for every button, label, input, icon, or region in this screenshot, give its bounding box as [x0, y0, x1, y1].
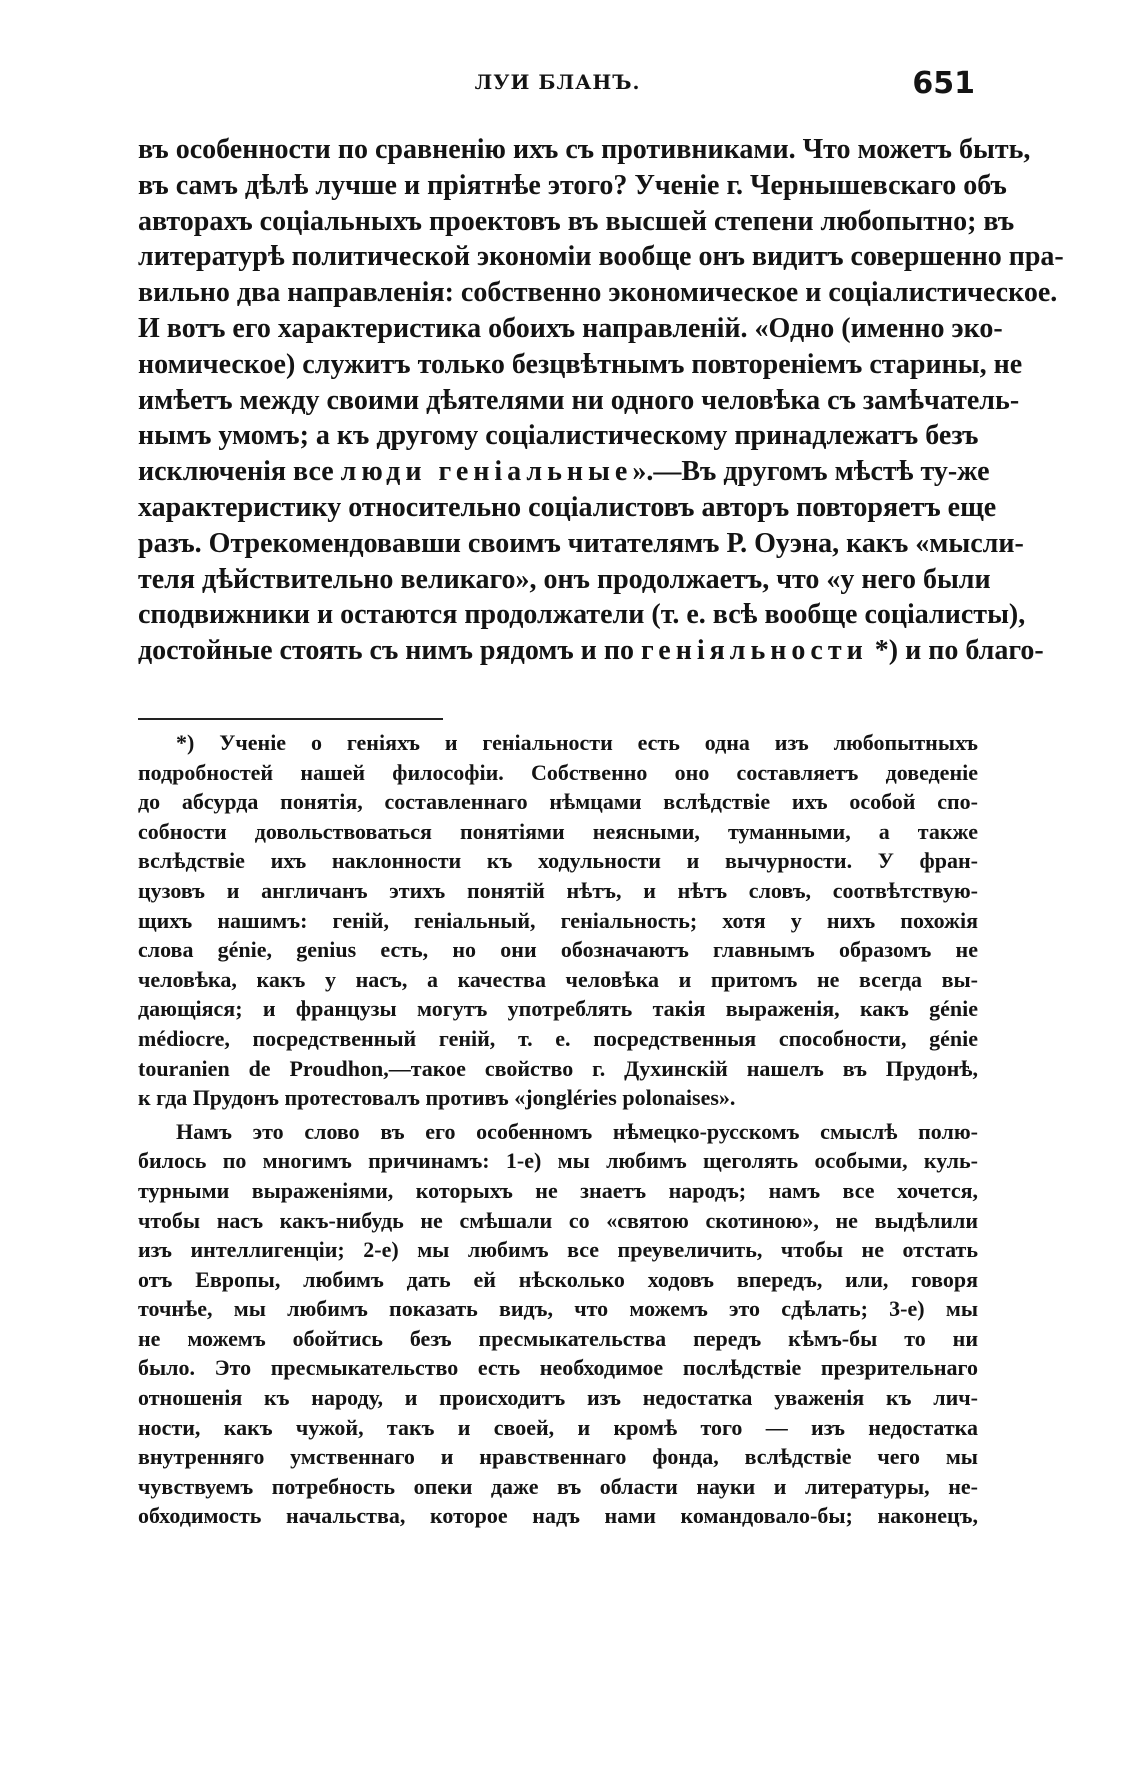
- text-line: И вотъ его характеристика обоихъ направленій. «Одно (именно эко-: [138, 312, 1003, 344]
- footnote-block: [138, 728, 978, 1531]
- footnote-line: до абсурда понятія, составленнаго нѣмцами вслѣдствіе ихъ особой спо-: [138, 789, 978, 815]
- text-line: въ особенности по сравненію ихъ съ противниками. Что можетъ быть,: [138, 134, 1031, 165]
- footnote-line: ности, какъ чужой, такъ и своей, и кромѣ того — изъ недостатка: [138, 1414, 978, 1440]
- main-text: [138, 132, 1064, 669]
- footnote-line: отношенія къ народу, и происходитъ изъ недостатка уваженія къ лич-: [138, 1385, 978, 1411]
- text-fragment: *) и по благо-: [874, 635, 1044, 667]
- text-line: разъ. Отрекомендовавши своимъ читателямъ Р. Оуэна, какъ «мысли-: [138, 527, 1024, 559]
- footnote-line: к гда Прудонъ протестовалъ противъ «jongléries polonaises».: [138, 1085, 736, 1111]
- text-fragment: ».—Въ другомъ мѣстѣ ту-же: [632, 456, 990, 488]
- emphasis-spaced: люди геніальные: [340, 456, 633, 488]
- footnote-line: отъ Европы, любимъ дать ей нѣсколько ходовъ впередъ, или, говоря: [138, 1266, 978, 1292]
- footnote-line: обходимость начальства, которое надъ нами командовало-бы; наконецъ,: [138, 1503, 978, 1529]
- footnote-line: touranien de Proudhon,—такое свойство г. Духинскій нашелъ въ Прудонѣ,: [138, 1055, 978, 1081]
- footnote-line: человѣка, какъ у насъ, а качества человѣка и притомъ не всегда вы-: [138, 966, 978, 992]
- footnote-line: подробностей нашей философіи. Собственно оно составляетъ доведеніе: [138, 759, 978, 785]
- footnote-divider: [138, 718, 443, 720]
- footnote-line: внутренняго умственнаго и нравственнаго фонда, вслѣдствіе чего мы: [138, 1444, 978, 1470]
- text-line: теля дѣйствительно великаго», онъ продолжаетъ, что «у него были: [138, 563, 991, 595]
- page-number: 651: [912, 66, 975, 101]
- footnote-line: было. Это пресмыкательство есть необходимое послѣдствіе презрительнаго: [138, 1355, 978, 1381]
- footnote-line: чтобы насъ какъ-нибудь не смѣшали со «святою скотиною», не выдѣлили: [138, 1207, 978, 1233]
- footnote-line: médiocre, посредственный геній, т. е. посредственныя способности, génie: [138, 1025, 978, 1051]
- text-line: нымъ умомъ; а къ другому соціалистическому принадлежатъ безъ: [138, 420, 979, 452]
- text-line: [138, 633, 1044, 669]
- footnote-line: щихъ нашимъ: геній, геніальный, геніальность; хотя у нихъ похожія: [138, 907, 978, 933]
- footnote-paragraph: [138, 1117, 978, 1531]
- text-line: [138, 454, 990, 490]
- text-line: сподвижники и остаются продолжатели (т. е. всѣ вообще соціалисты),: [138, 599, 1026, 631]
- footnote-line: дающіяся; и французы могутъ употреблять такія выраженія, какъ génie: [138, 996, 978, 1022]
- footnote-line: билось по многимъ причинамъ: 1-е) мы любимъ щеголять особыми, куль-: [138, 1148, 978, 1174]
- footnote-line: точнѣе, мы любимъ показать видъ, что можемъ это сдѣлать; 3-е) мы: [138, 1296, 978, 1322]
- running-head: [140, 66, 975, 110]
- text-line: авторахъ соціальныхъ проектовъ въ высшей степени любопытно; въ: [138, 205, 1015, 237]
- text-line: литературѣ политической экономіи вообще онъ видитъ совершенно пра-: [138, 241, 1064, 273]
- footnote-line: вслѣдствіе ихъ наклонности къ ходульности и вычурности. У фран-: [138, 848, 978, 874]
- footnote-line: *) Ученіе о геніяхъ и геніальности есть одна изъ любопытныхъ: [176, 730, 978, 755]
- footnote-line: чувствуемъ потребность опеки даже въ области науки и литературы, не-: [138, 1473, 978, 1499]
- text-line: имѣетъ между своими дѣятелями ни одного человѣка съ замѣчатель-: [138, 384, 1020, 416]
- footnote-line: собности довольствоваться понятіями неясными, туманными, а также: [138, 818, 978, 844]
- text-line: въ самъ дѣлѣ лучше и пріятнѣе этого? Ученіе г. Чернышевскаго объ: [138, 169, 1007, 201]
- text-line: характеристику относительно соціалистовъ авторъ повторяетъ еще: [138, 491, 997, 523]
- footnote-line: цузовъ и англичанъ этихъ понятій нѣтъ, и нѣтъ словъ, соотвѣтствую-: [138, 877, 978, 903]
- footnote-line: Намъ это слово въ его особенномъ нѣмецко-русскомъ смыслѣ полю-: [176, 1118, 978, 1144]
- text-line: номическое) служитъ только безцвѣтнымъ повтореніемъ старины, не: [138, 348, 1023, 380]
- text-fragment: исключенія все: [138, 456, 334, 488]
- footnote-line: изъ интеллигенціи; 2-е) мы любимъ все преувеличить, чтобы не отстать: [138, 1237, 978, 1263]
- text-line: вильно два направленія: собственно экономическое и соціалистическое.: [138, 277, 1058, 309]
- emphasis-spaced: геніяльности: [640, 635, 868, 667]
- running-title: ЛУИ БЛАНЪ.: [474, 70, 641, 94]
- text-fragment: достойные стоять съ нимъ рядомъ и по: [138, 635, 634, 667]
- footnote-paragraph: [138, 728, 978, 1113]
- footnote-line: слова génie, genius есть, но они обозначаютъ главнымъ образомъ не: [138, 937, 978, 963]
- footnote-line: не можемъ обойтись безъ пресмыкательства передъ кѣмъ-бы то ни: [138, 1325, 978, 1351]
- footnote-line: турными выраженіями, которыхъ не знаетъ народъ; намъ все хочется,: [138, 1177, 978, 1203]
